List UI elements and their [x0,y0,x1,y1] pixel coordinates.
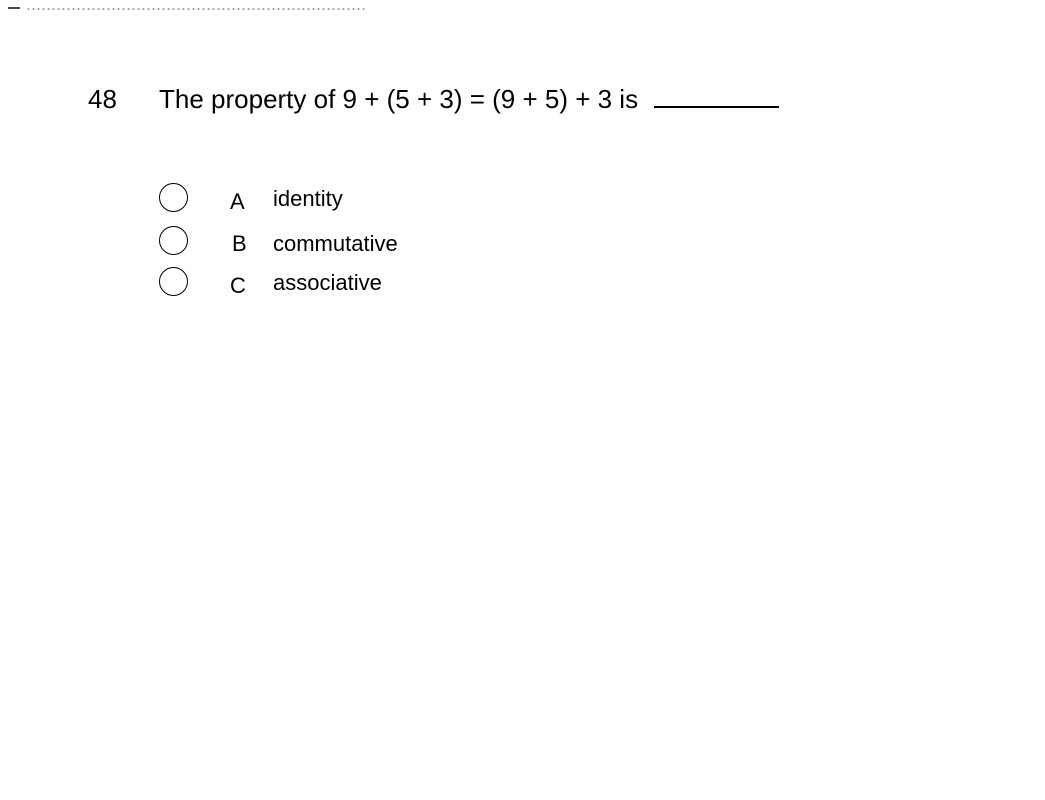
question-text: The property of 9 + (5 + 3) = (9 + 5) + 3 is [159,84,639,114]
option-a-label: identity [273,186,343,211]
question-number: 48 [88,84,117,114]
option-a-letter: A [230,189,245,214]
option-b-label: commutative [273,231,398,256]
option-c[interactable] [158,267,478,301]
option-b[interactable] [158,226,478,260]
option-a[interactable] [158,183,478,217]
option-b-radio[interactable] [159,226,188,255]
option-c-label: associative [273,270,382,295]
option-c-radio[interactable] [159,267,188,296]
header-strip [8,7,363,11]
option-b-letter: B [232,231,247,256]
option-c-letter: C [230,273,246,298]
header-dotted-rule [26,8,366,10]
answer-blank [654,86,779,108]
option-a-radio[interactable] [159,183,188,212]
header-mark [8,7,20,9]
question-prompt [159,84,779,114]
